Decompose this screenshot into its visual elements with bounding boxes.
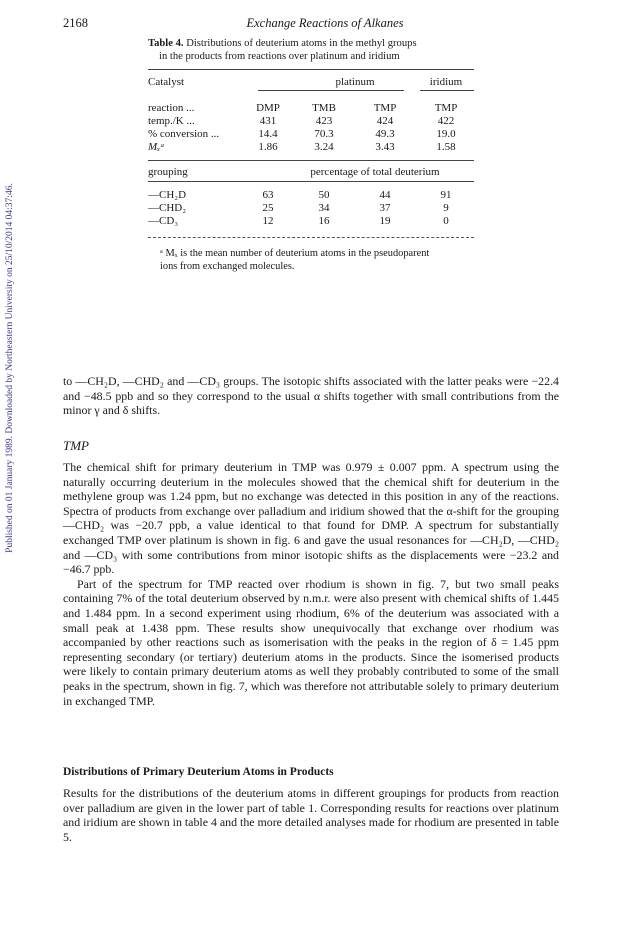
table-column [304,189,344,228]
table-label: Table 4. [148,38,184,49]
table-bottom-rule [148,237,474,238]
table-cell: 9 [443,202,449,214]
table-mid-rule [148,160,474,161]
table-caption-line-2: in the products from reactions over platinum and iridium [159,50,400,62]
paragraph-text: Results for the distributions of the deuterium atoms in different groupings for products from reaction over palladium are given in the lower part of table 1. Corresponding results for reactions over platinum and iridium are shown in table 4 and the more detailed analyses made for rhodium are presented in table 5. [63,786,559,844]
table-cell: 1.58 [436,141,456,153]
table-caption [148,38,488,63]
table-footnote-line-2: ions from exchanged molecules. [160,260,295,272]
table-cell: 3.43 [375,141,395,153]
table-cell: TMP [434,102,458,114]
paragraph [63,460,559,708]
table-cell: 25 [262,202,274,214]
table-cell: 44 [379,189,391,201]
table-cell: 37 [379,202,391,214]
catalyst-label: Catalyst [148,76,185,88]
section-heading-distributions: Distributions of Primary Deuterium Atoms in Products [63,766,334,778]
paragraph [63,786,559,844]
platinum-header: platinum [335,76,375,88]
download-notice: Published on 01 January 1989. Downloaded by Northeastern University on 25/10/2014 04:37:46. [5,183,15,553]
table-cell: 16 [318,215,330,227]
table-column [426,102,466,154]
grouping-label-cell: —CHD₂ [148,202,187,214]
table-column [304,102,344,154]
table-cell: 50 [318,189,330,201]
table-cell: 19 [379,215,391,227]
grouping-label-cell: —CD₃ [148,215,179,227]
row-label-column [148,102,219,154]
table-column [426,189,466,228]
paragraph [63,374,559,418]
platinum-span-rule [258,90,404,91]
row-label: Mₓᵃ [148,141,165,153]
table-column [365,102,405,154]
table-cell: 49.3 [375,128,395,140]
table-column [250,102,286,154]
table-cell: 423 [315,115,333,127]
table-top-rule [148,69,474,70]
table-cell: 3.24 [314,141,334,153]
row-label: temp./K ... [148,115,195,127]
table-cell: 12 [262,215,274,227]
table-cell: 1.86 [258,141,278,153]
table-cell: DMP [256,102,280,114]
table-column [365,189,405,228]
table-cell: TMB [312,102,336,114]
percentage-header: percentage of total deuterium [310,166,440,178]
table-cell: 19.0 [436,128,456,140]
table-cell: 14.4 [258,128,278,140]
table-cell: 91 [440,189,452,201]
paragraph-text: Part of the spectrum for TMP reacted over rhodium is shown in fig. 7, but two small peaks containing 7% of the total deuterium observed by n.m.r. were also present with chemical shifts of 1.445 and 1.484 ppm. In a second experiment using rhodium, 6% of the deuterium was associated with a small peak at 1.438 ppm. These results show unequivocally that exchange over rhodium was accompanied by other reactions such as isomerisation with the peaks in the region of δ = 1.45 ppm representing secondary (or tertiary) deuterium atoms in the products. Since the isomerised products were likely to contain primary deuterium atoms as well they probably contributed to some of the small peaks in the spectrum, shown in fig. 7, which was therefore not attributable solely to primary deuterium in exchanged TMP. [63,576,559,708]
table-cell: 63 [262,189,274,201]
table-sub-rule [148,181,474,182]
paragraph-text: to —CH₂D, —CHD₂ and —CD₃ groups. The isotopic shifts associated with the latter peaks were −22.4 and −48.5 ppb and so they correspond to the usual α shifts together with small contributions from the minor γ and δ shifts. [63,374,559,418]
table-cell: 422 [437,115,455,127]
iridium-span-rule [420,90,474,91]
table-cell: 0 [443,215,449,227]
table-caption-line-1: Distributions of deuterium atoms in the methyl groups [186,38,417,49]
table-cell: 34 [318,202,330,214]
running-title: Exchange Reactions of Alkanes [246,16,404,30]
table-cell: TMP [373,102,397,114]
table-footnote [160,248,480,273]
table-cell: 431 [259,115,277,127]
table-cell: 70.3 [314,128,334,140]
section-heading-tmp: TMP [63,438,89,453]
row-label: reaction ... [148,102,195,114]
paragraph-text: The chemical shift for primary deuterium in TMP was 0.979 ± 0.007 ppm. A spectrum using the naturally occurring deuterium in the molecules showed that the chemical shift for deuterium in the methylene group was 1.24 ppm, but no exchange was detected in this position in any of the reactions. Spectra of products from exchange over palladium and iridium showed that the α-shift for the grouping —CHD₂ was −20.7 ppb, a value identical to that found for DMP. A spectrum for substantially exchanged TMP over platinum is shown in fig. 6 and gave the usual resonances for —CH₂D, —CHD₂ and —CD₃ with some contributions from minor isotopic shifts as the displacements were −23.2 and −46.7 ppb. [63,460,559,577]
table-column [250,189,286,228]
grouping-label-cell: —CH₂D [148,189,187,201]
page-number: 2168 [63,16,88,30]
grouping-label: grouping [148,166,188,178]
table-cell: 424 [376,115,394,127]
table-footnote-line-1: ᵃ Mₓ is the mean number of deuterium atoms in the pseudoparent [160,248,430,259]
iridium-header: iridium [429,76,463,88]
grouping-column [148,189,186,228]
row-label: % conversion ... [148,128,220,140]
